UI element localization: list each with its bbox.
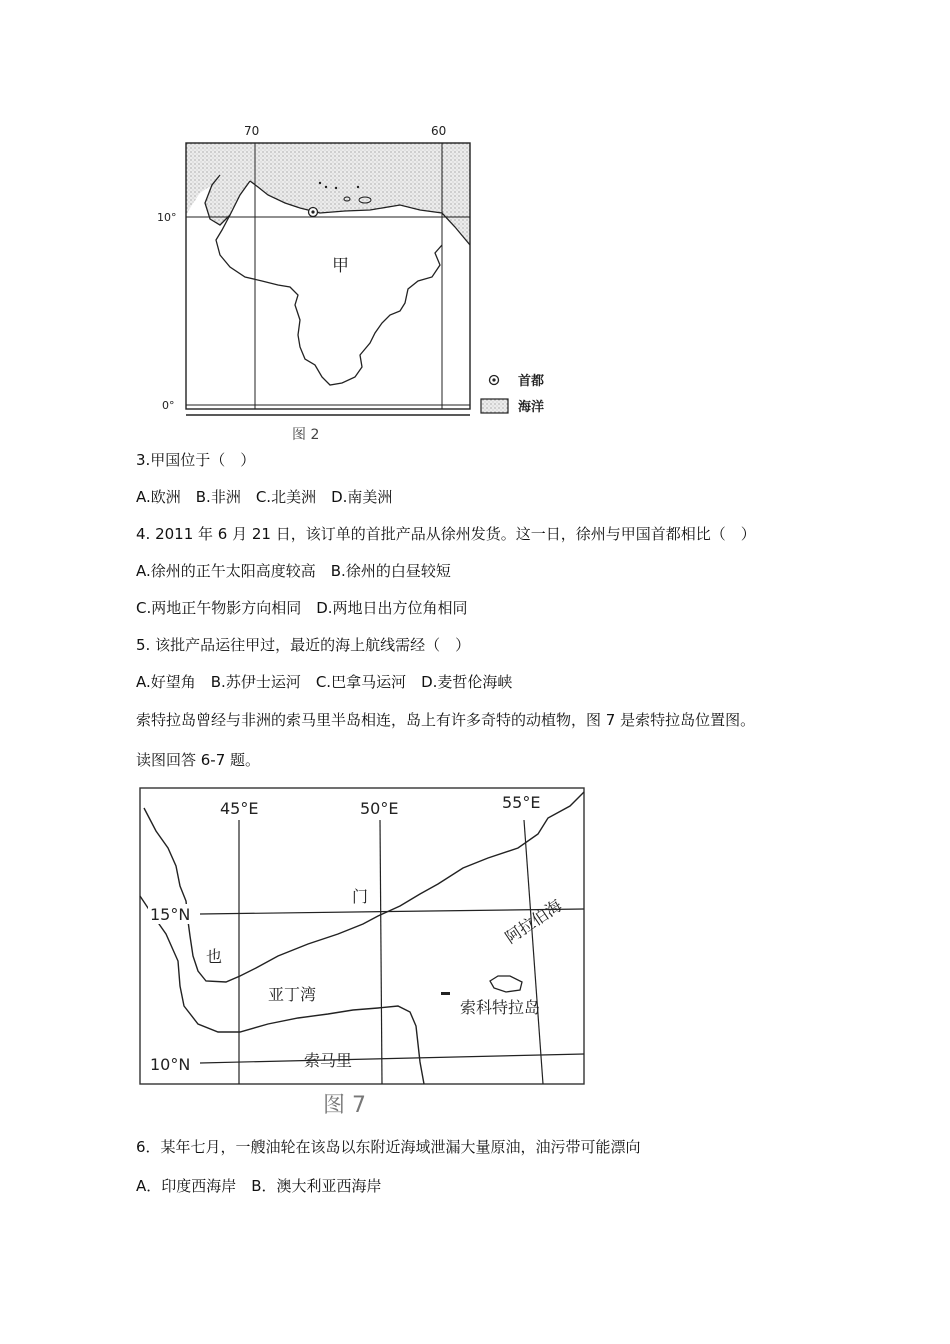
ocean-area [186, 143, 470, 245]
lon-label-55E: 55°E [502, 793, 541, 812]
place-label-men: 门 [352, 887, 369, 906]
figure-7-caption: 图 7 [323, 1093, 366, 1118]
parallel-10N [200, 1054, 584, 1063]
capital-marker-dot [311, 210, 314, 213]
legend-ocean-icon [481, 399, 508, 413]
figure-7-map [138, 786, 588, 1120]
question-5: 5. 该批产品运往甲过，最近的海上航线需经（ ） [136, 636, 471, 654]
lat-label-15N: 15°N [150, 905, 191, 924]
lat-label-0: 0° [162, 399, 175, 412]
place-label-gulf-of-aden: 亚丁湾 [268, 985, 317, 1004]
meridian-55E [524, 820, 543, 1084]
lon-label-60: 60 [431, 124, 447, 138]
lon-label-45E: 45°E [220, 799, 259, 818]
figure-2-map [150, 115, 570, 445]
legend-ocean-label: 海洋 [518, 400, 545, 415]
question-3-options: A.欧洲 B.非洲 C.北美洲 D.南美洲 [136, 488, 393, 506]
place-label-somali: 索马里 [304, 1051, 353, 1070]
island [357, 186, 359, 188]
question-4: 4. 2011 年 6 月 21 日，该订单的首批产品从徐州发货。这一日，徐州与甲国首都相比（ ） [136, 525, 756, 543]
island [325, 186, 327, 188]
lat-label-10N: 10°N [150, 1055, 191, 1074]
socotra-island [490, 976, 522, 992]
question-6: 6．某年七月，一艘油轮在该岛以东附近海域泄漏大量原油，油污带可能漂向 [136, 1138, 641, 1156]
lon-label-70: 70 [244, 124, 260, 138]
island [335, 187, 337, 189]
lat-label-10: 10° [157, 211, 177, 224]
question-4-options-1: A.徐州的正午太阳高度较高 B.徐州的白昼较短 [136, 562, 451, 580]
intro-paragraph-2: 读图回答 6-7 题。 [136, 751, 261, 769]
intro-paragraph: 索特拉岛曾经与非洲的索马里半岛相连，岛上有许多奇特的动植物，图 7 是索特拉岛位置图。 [136, 711, 756, 729]
country-jia-outline [216, 181, 470, 385]
question-5-options: A.好望角 B.苏伊士运河 C.巴拿马运河 D.麦哲伦海峡 [136, 673, 513, 691]
question-4-options-2: C.两地正午物影方向相同 D.两地日出方位角相同 [136, 599, 468, 617]
lon-label-50E: 50°E [360, 799, 399, 818]
country-label: 甲 [332, 256, 349, 276]
island [319, 182, 321, 184]
place-label-arabian-sea: 阿拉伯海 [501, 895, 566, 948]
place-label-ye: 也 [206, 947, 223, 966]
legend-capital-icon-dot [492, 378, 495, 381]
question-3: 3.甲国位于（ ） [136, 451, 256, 469]
legend-capital-label: 首都 [518, 374, 545, 389]
figure-2-caption: 图 2 [292, 427, 320, 443]
small-island [441, 992, 450, 995]
question-6-options: A．印度西海岸 B．澳大利亚西海岸 [136, 1177, 382, 1195]
meridian-50E [380, 820, 382, 1084]
place-label-socotra: 索科特拉岛 [460, 998, 541, 1017]
